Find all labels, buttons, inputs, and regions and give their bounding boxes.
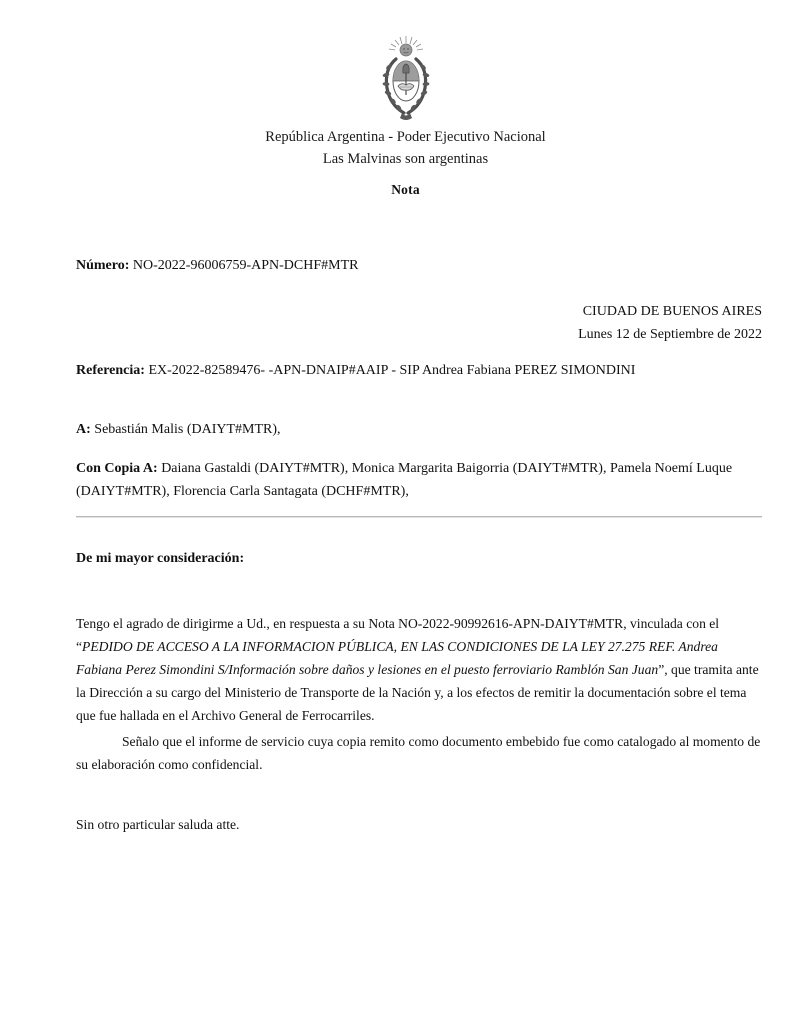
header-line-malvinas: Las Malvinas son argentinas <box>322 151 489 167</box>
body-paragraph-3: Sin otro particular saluda atte. <box>76 817 240 832</box>
numero-field <box>76 256 762 276</box>
recipient-value: Sebastián Malis (DAIYT#MTR), <box>94 422 281 437</box>
carbon-copy-field <box>76 457 762 503</box>
body-paragraph-1 <box>76 612 762 727</box>
document-type-title: Nota <box>391 182 420 197</box>
paragraph-1-tail: ”, que tramita ante la Dirección a su cargo del Ministerio de Transporte de la Nación y, a los efectos de remitir la documentación sobre el tema que fue hallada en el Archivo General de Ferrocarriles. <box>76 662 759 723</box>
paragraph-1-quoted-title: PEDIDO DE ACCESO A LA INFORMACION PÚBLICA, EN LAS CONDICIONES DE LA LEY 27.275 REF. Andrea Fabiana Perez Simondini S/Información sobre daños y lesiones en el puesto ferroviario Ramblón San Juan <box>76 639 718 677</box>
date-text: Lunes 12 de Septiembre de 2022 <box>578 327 762 342</box>
header-line-republic: República Argentina - Poder Ejecutivo Nacional <box>265 129 546 145</box>
place-text: CIUDAD DE BUENOS AIRES <box>582 304 762 319</box>
paragraph-1-lead: Tengo el agrado de dirigirme a Ud., en respuesta a su Nota NO-2022-90992616-APN-DAIYT#MTR, vinculada con el “ <box>76 616 720 654</box>
numero-label: Número: <box>76 258 130 273</box>
body-paragraph-2 <box>76 730 762 776</box>
horizontal-divider <box>76 516 762 518</box>
recipient-label: A: <box>76 422 91 437</box>
paragraph-2-text: Señalo que el informe de servicio cuya copia remito como documento embebido fue como catalogado al momento de su elaboración como confidencial. <box>76 734 761 772</box>
referencia-label: Referencia: <box>76 363 145 378</box>
recipient-field <box>76 420 762 440</box>
numero-value: NO-2022-96006759-APN-DCHF#MTR <box>132 258 359 273</box>
referencia-value: EX-2022-82589476- -APN-DNAIP#AAIP - SIP Andrea Fabiana PEREZ SIMONDINI <box>148 363 636 378</box>
salutation-text: De mi mayor consideración: <box>76 551 245 566</box>
carbon-copy-value: Daiana Gastaldi (DAIYT#MTR), Monica Margarita Baigorria (DAIYT#MTR), Pamela Noemí Luque (DAIYT#MTR), Florencia Carla Santagata (DCHF#MTR), <box>76 461 733 499</box>
crest-container <box>0 33 811 125</box>
argentina-coat-of-arms-icon <box>378 33 434 125</box>
header-institution <box>0 126 811 170</box>
referencia-field <box>76 361 762 381</box>
place-date-block <box>76 300 762 346</box>
carbon-copy-label: Con Copia A: <box>76 461 158 476</box>
